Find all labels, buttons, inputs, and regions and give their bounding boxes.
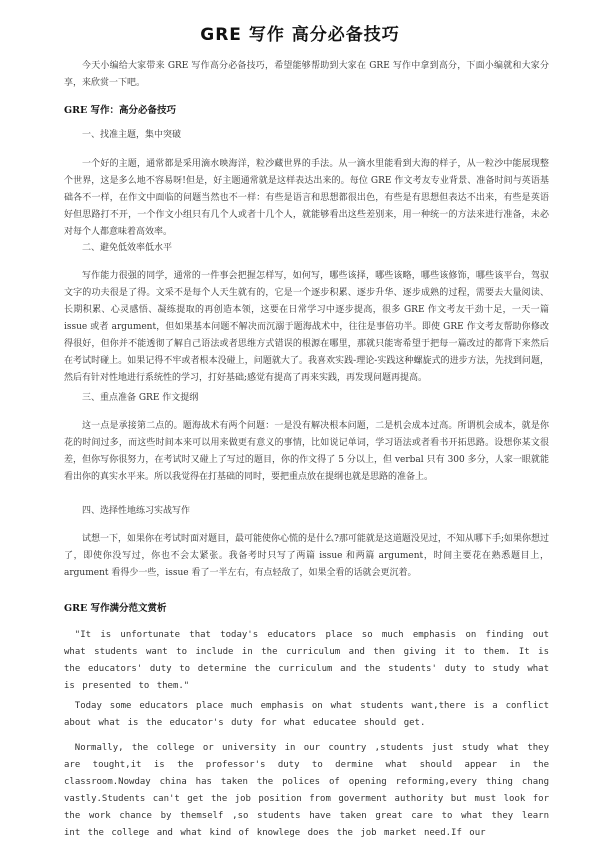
- tip4-heading: 四、选择性地练习实战写作: [82, 506, 191, 516]
- essay-paragraph: Normally, the college or university in our country ,students just study what they are tought,it is the professor's duty to dermine what should appear in the classroom.Nowday china has taken the polices of opening reforming,every thing chang vastly.Students can't get the job position from goverment authority but must look for the work chance by themself ,so students have taken great care to what they learn int the college and what kind of knowlege does the job market need.If our: [64, 743, 549, 838]
- tip1-body: 一个好的主题，通常都是采用滴水映海洋，粒沙藏世界的手法。从一滴水里能看到大海的样子，从一粒沙中能展现整个世界，这是多么地不容易呀!但是，好主题通常就是这样表达出来的。每位 GRE 作文考友专业背景、准备时间与英语基础各不一样，在作文中面临的问题当然也不一样：有些是语言和思想都很出色，有些是有思想但表达不出来，有些是英语好但思路打不开，一个作文小组只有几个人或者十几个人，就能够看出这些差别来，用一种统一的方法来进行准备，未必对每个人都意味着高效率。: [64, 159, 549, 237]
- section-heading-essay: GRE 写作满分范文赏析: [64, 603, 167, 614]
- tip4-body: 试想一下，如果你在考试时面对题目，最可能使你心慌的是什么?那可能就是这道题没见过，不知从哪下手;如果你想过了，即使你没写过，你也不会太紧张。我备考时只写了两篇 issue 和两篇 argument，时间主要花在熟悉题目上，argument 看得少一些，issue 看了一半左右，有点轻敌了，如果全看的话就会更沉着。: [64, 534, 549, 578]
- tip3-heading: 三、重点准备 GRE 作文提纲: [82, 393, 199, 403]
- tip1-heading: 一、找准主题，集中突破: [82, 130, 182, 140]
- tip2-body: 写作能力很强的同学，通常的一件事会把握怎样写，如何写，哪些该择，哪些该略，哪些该修饰，哪些该平台，驾驭文字的功夫很是了得。文采不是每个人天生就有的，它是一个逐步积累、逐步升华、逐步成熟的过程，需要去大量阅读、长期积累、心灵感悟、凝练提取的再创造本领，这要在日常学习中逐步提高，很多 GRE 作文考友干劲十足，一天一篇 issue 或者 argument，但如果基本问题不解决而沉溺于题海战术中，往往是事倍功半。即使 GRE 作文考友帮助你修改得很好，但你并不能透彻了解自己语法或者思维方式错误的根源在哪里，那就只能寄希望于把每一篇改过的都背下来然后在考试时碰上。如果记得不牢或者根本没碰上，问题就大了。我喜欢实践-理论-实践这种螺旋式的进步方法，先找到问题，然后有针对性地进行系统性的学习，打好基础;感觉有提高了再来实践，再发现问题再提高。: [64, 271, 549, 383]
- essay-prompt: "It is unfortunate that today's educators place so much emphasis on finding out what students want to include in the curriculum and then giving it to them. It is the educators' duty to determine the curriculum and the students' duty to study what is presented to them.": [64, 630, 549, 691]
- tip2-heading: 二、避免低效率低水平: [82, 243, 173, 253]
- tip3-body: 这一点是承接第二点的。题海战术有两个问题：一是没有解决根本问题，二是机会成本过高。所谓机会成本，就是你花的时间过多，而这些时间本来可以用来做更有意义的事情，比如说记单词，学习语法或者看书开拓思路。设想你某文很差，但你写你很努力，在考试时又碰上了写过的题目，你的作文得了 5 分以上，但 verbal 只有 300 多分，人家一眼就能看出你的真实水平来。所以我觉得在打基础的同时，要把重点放在提纲也就是思路的准备上。: [64, 421, 549, 482]
- intro-paragraph: 今天小编给大家带来 GRE 写作高分必备技巧，希望能够帮助到大家在 GRE 写作中拿到高分，下面小编就和大家分享，来欣赏一下吧。: [64, 61, 549, 88]
- section-heading-tips: GRE 写作：高分必备技巧: [64, 105, 177, 116]
- page-title: GRE 写作 高分必备技巧: [200, 25, 400, 45]
- essay-paragraph: Today some educators place much emphasis on what students want,there is a conflict about what is the educator's duty for what educatee should get.: [64, 701, 549, 728]
